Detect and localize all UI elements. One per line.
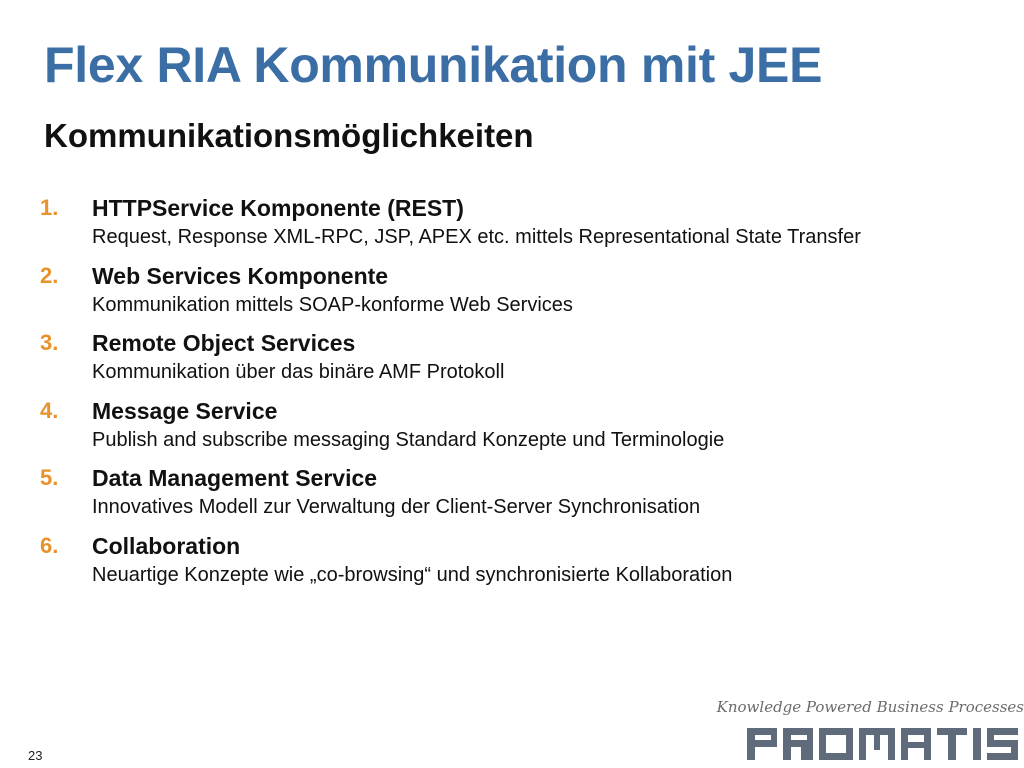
- item-number: 1.: [40, 195, 59, 220]
- item-number: 5.: [40, 465, 59, 490]
- item-description: Kommunikation über das binäre AMF Protokoll: [92, 361, 505, 383]
- list-item: [40, 329, 1000, 397]
- list-item: [40, 262, 1000, 330]
- slide-title: Flex RIA Kommunikation mit JEE: [44, 37, 823, 93]
- item-number: 4.: [40, 397, 59, 423]
- item-description: Innovatives Modell zur Verwaltung der Client-Server Synchronisation: [92, 496, 701, 518]
- item-description: Neuartige Konzepte wie „co-browsing“ und synchronisierte Kollaboration: [92, 563, 733, 586]
- page-number: 23: [28, 748, 43, 763]
- item-heading: Web Services Komponente: [92, 262, 389, 289]
- item-heading: Remote Object Services: [92, 330, 356, 356]
- company-tagline: Knowledge Powered Business Processes: [716, 698, 1024, 716]
- item-number: 3.: [40, 330, 59, 355]
- item-heading: Data Management Service: [92, 465, 378, 491]
- slide-subtitle: Kommunikationsmöglichkeiten: [44, 117, 534, 154]
- item-number: 6.: [40, 532, 59, 558]
- item-description: Kommunikation mittels SOAP-konforme Web Services: [92, 293, 573, 316]
- list-item: [40, 532, 1000, 600]
- item-heading: Collaboration: [92, 532, 241, 559]
- item-description: Request, Response XML-RPC, JSP, APEX etc. mittels Representational State Transfer: [92, 226, 861, 248]
- numbered-list: [40, 194, 1000, 599]
- list-item: [40, 397, 1000, 465]
- list-item: [40, 194, 1000, 262]
- item-number: 2.: [40, 262, 59, 288]
- item-heading: HTTPService Komponente (REST): [92, 195, 464, 221]
- promatis-logo: [745, 722, 1020, 762]
- item-heading: Message Service: [92, 397, 278, 424]
- list-item: [40, 464, 1000, 532]
- item-description: Publish and subscribe messaging Standard Konzepte und Terminologie: [92, 428, 725, 451]
